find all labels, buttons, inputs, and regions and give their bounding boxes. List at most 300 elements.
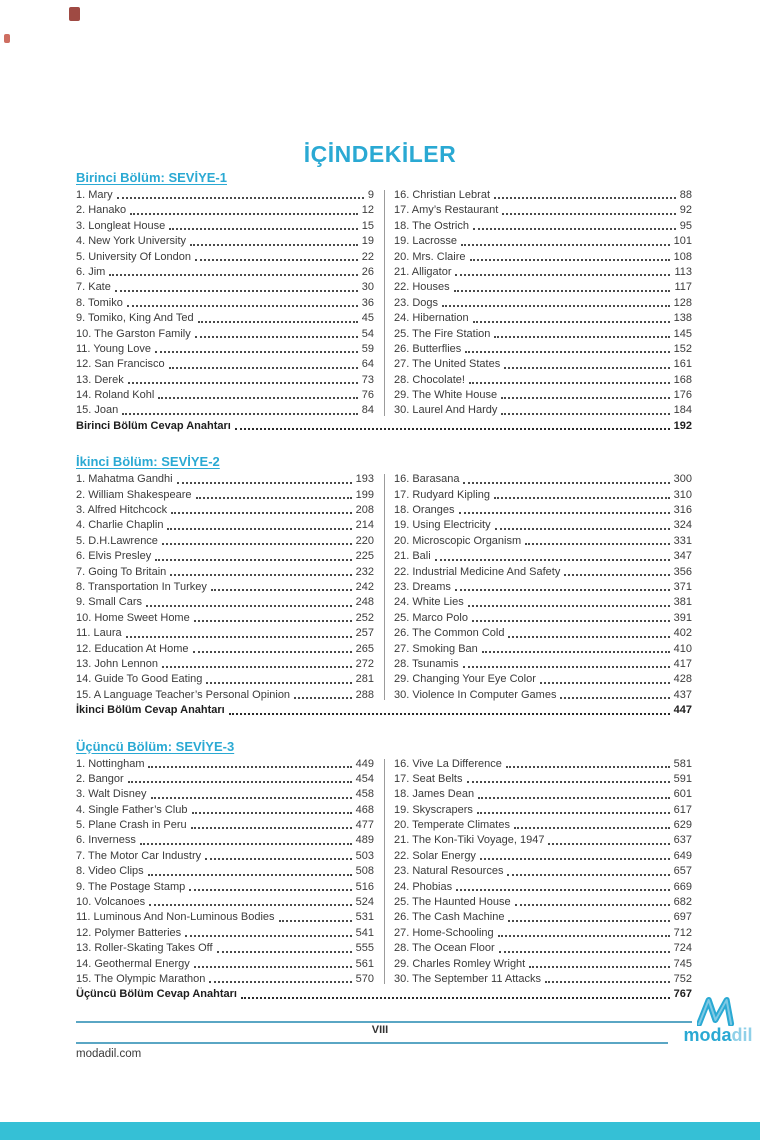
toc-entry [394, 188, 692, 203]
toc-entry-title: 8. Tomiko [76, 296, 123, 309]
dot-leader [482, 651, 670, 653]
toc-entry-title: 14. Geothermal Energy [76, 957, 190, 970]
toc-entry-page: 669 [673, 880, 692, 893]
toc-section [76, 454, 692, 718]
toc-entry-page: 59 [361, 342, 374, 355]
toc-column-left [76, 188, 374, 419]
dot-leader [117, 197, 364, 199]
toc-entry [394, 311, 692, 326]
toc-column-right [394, 472, 692, 703]
toc-entry-page: 26 [361, 265, 374, 278]
toc-entry-page: 601 [673, 788, 692, 801]
toc-entry-title: 29. The White House [394, 389, 498, 402]
toc-entry-title: 12. Education At Home [76, 642, 189, 655]
toc-entry-page: 581 [673, 757, 692, 770]
dot-leader [495, 528, 670, 530]
dot-leader [564, 574, 669, 576]
toc-column-right [394, 757, 692, 988]
toc-entry-page: 410 [673, 642, 692, 655]
toc-entry-page: 697 [673, 911, 692, 924]
toc-entry-title: 2. Bangor [76, 772, 124, 785]
toc-entry-page: 22 [361, 250, 374, 263]
toc-entry-page: 310 [673, 488, 692, 501]
answer-key-page: 192 [673, 419, 692, 432]
dot-leader [508, 920, 669, 922]
dot-leader [502, 213, 675, 215]
toc-entry-title: 18. Oranges [394, 504, 455, 517]
dot-leader [170, 574, 351, 576]
dot-leader [465, 351, 669, 353]
toc-entry-page: 184 [673, 404, 692, 417]
dot-leader [211, 589, 352, 591]
toc-entry [394, 803, 692, 818]
toc-entry [394, 833, 692, 848]
toc-entry [76, 280, 374, 295]
toc-entry-page: 272 [355, 657, 374, 670]
toc-entry-title: 24. Hibernation [394, 312, 469, 325]
dot-leader [217, 951, 352, 953]
toc-entry-title: 22. Solar Energy [394, 849, 476, 862]
toc-entry [76, 580, 374, 595]
toc-entry-page: 161 [673, 358, 692, 371]
dot-leader [194, 966, 352, 968]
toc-entry [394, 373, 692, 388]
toc-entry [394, 580, 692, 595]
toc-entry [394, 757, 692, 772]
toc-section [76, 739, 692, 1003]
toc-entry [76, 910, 374, 925]
toc-entry-title: 15. The Olympic Marathon [76, 972, 206, 985]
dot-leader [155, 559, 351, 561]
toc-entry [394, 503, 692, 518]
dot-leader [146, 605, 352, 607]
toc-entry [76, 688, 374, 703]
answer-key-label: Birinci Bölüm Cevap Anahtarı [76, 419, 231, 432]
dot-leader [498, 935, 670, 937]
toc-entry [394, 910, 692, 925]
toc-entry [394, 626, 692, 641]
toc-entry-title: 29. Changing Your Eye Color [394, 673, 536, 686]
footer-rule-top [76, 1021, 692, 1023]
toc-entry-page: 220 [355, 534, 374, 547]
toc-entry-title: 15. A Language Teacher’s Personal Opinion [76, 688, 291, 701]
toc-entry-title: 4. New York University [76, 235, 187, 248]
toc-entry-page: 199 [355, 488, 374, 501]
toc-entry [76, 472, 374, 487]
toc-entry-title: 6. Inverness [76, 834, 136, 847]
toc-entry-title: 30. Laurel And Hardy [394, 404, 498, 417]
toc-entry [394, 895, 692, 910]
toc-entry-title: 18. The Ostrich [394, 219, 469, 232]
toc-entry-title: 16. Vive La Difference [394, 757, 502, 770]
toc-entry-title: 7. Kate [76, 281, 111, 294]
toc-entry-page: 541 [355, 926, 374, 939]
dot-leader [206, 682, 351, 684]
toc-entry-page: 516 [355, 880, 374, 893]
toc-entry-title: 10. Home Sweet Home [76, 611, 190, 624]
toc-entry [76, 188, 374, 203]
dot-leader [472, 620, 670, 622]
answer-key-row [76, 987, 692, 1002]
dot-leader [130, 213, 358, 215]
dot-leader [501, 397, 670, 399]
toc-entry-page: 356 [673, 565, 692, 578]
toc-entry-page: 324 [673, 519, 692, 532]
dot-leader [463, 666, 670, 668]
toc-entry-page: 402 [673, 627, 692, 640]
dot-leader [209, 981, 351, 983]
section-heading: Üçüncü Bölüm: SEVİYE-3 [76, 738, 235, 754]
dot-leader [560, 697, 669, 699]
bottom-accent-bar [0, 1122, 760, 1140]
dot-leader [508, 636, 669, 638]
toc-entry-page: 88 [679, 189, 692, 201]
toc-entry [76, 342, 374, 357]
toc-entry [394, 642, 692, 657]
column-divider [384, 190, 385, 416]
toc-entry [76, 219, 374, 234]
toc-entry [76, 203, 374, 218]
toc-entry-page: 252 [355, 611, 374, 624]
toc-entry-title: 9. Tomiko, King And Ted [76, 312, 194, 325]
toc-entry-title: 8. Transportation In Turkey [76, 580, 207, 593]
toc-entry-title: 24. White Lies [394, 596, 464, 609]
toc-entry-title: 13. Roller-Skating Takes Off [76, 942, 213, 955]
dot-leader [480, 858, 670, 860]
toc-entry [76, 250, 374, 265]
toc-entry [76, 234, 374, 249]
toc-entry-page: 347 [673, 550, 692, 563]
dot-leader [455, 274, 670, 276]
toc-entry-page: 145 [673, 327, 692, 340]
toc-entry-page: 570 [355, 972, 374, 985]
toc-entry-title: 26. The Common Cold [394, 627, 505, 640]
dot-leader [229, 713, 670, 715]
toc-entry-page: 193 [355, 473, 374, 486]
dot-leader [470, 259, 670, 261]
dot-leader [126, 636, 352, 638]
toc-entry-title: 11. Young Love [76, 342, 152, 355]
dot-leader [151, 797, 352, 799]
toc-entry [394, 565, 692, 580]
toc-entry-title: 17. Rudyard Kipling [394, 488, 491, 501]
toc-entry-page: 489 [355, 834, 374, 847]
dot-leader [148, 766, 351, 768]
toc-entry-page: 152 [673, 342, 692, 355]
dot-leader [467, 781, 670, 783]
modadil-logo-word [676, 1026, 760, 1044]
toc-entry-page: 417 [673, 657, 692, 670]
toc-entry-title: 1. Nottingham [76, 757, 145, 770]
toc-entry-page: 95 [679, 219, 692, 232]
dot-leader [545, 981, 670, 983]
footer-rule-bottom [76, 1042, 668, 1044]
dot-leader [158, 397, 357, 399]
toc-entry [394, 342, 692, 357]
section-heading: Birinci Bölüm: SEVİYE-1 [76, 170, 227, 185]
toc-entry-title: 28. The Ocean Floor [394, 942, 495, 955]
toc-entry-title: 13. Derek [76, 373, 124, 386]
toc-entry-title: 25. The Haunted House [394, 896, 511, 909]
toc-entry [76, 388, 374, 403]
toc-entry [76, 311, 374, 326]
toc-entry-page: 138 [673, 312, 692, 325]
toc-entry-title: 16. Christian Lebrat [394, 189, 490, 201]
dot-leader [115, 290, 358, 292]
toc-entry [394, 234, 692, 249]
toc-entry [394, 488, 692, 503]
answer-key-row [76, 419, 692, 434]
toc-entry-title: 21. Alligator [394, 265, 452, 278]
toc-entry-title: 28. Tsunamis [394, 657, 459, 670]
toc-entry-page: 617 [673, 803, 692, 816]
toc-entry [76, 672, 374, 687]
toc-entry-title: 2. Hanako [76, 204, 127, 217]
toc-entry [394, 403, 692, 418]
logo-word-primary: moda [683, 1025, 732, 1045]
dot-leader [189, 889, 351, 891]
dot-leader [128, 781, 352, 783]
dot-leader [193, 651, 352, 653]
toc-entry-page: 208 [355, 504, 374, 517]
dot-leader [469, 382, 670, 384]
toc-entry-title: 14. Roland Kohl [76, 389, 155, 402]
toc-entry [394, 926, 692, 941]
toc-entry-title: 5. University Of London [76, 250, 191, 263]
toc-entry-title: 14. Guide To Good Eating [76, 673, 203, 686]
folio-page-number: VIII [371, 1024, 389, 1036]
page-title: İÇİNDEKİLER [303, 141, 457, 167]
dot-leader [501, 413, 669, 415]
toc-entry-title: 21. Bali [394, 550, 431, 563]
dot-leader [494, 497, 670, 499]
toc-entry [76, 357, 374, 372]
toc-entry-title: 10. Volcanoes [76, 896, 146, 909]
toc-entry-page: 477 [355, 819, 374, 832]
toc-entry [76, 595, 374, 610]
dot-leader [149, 904, 352, 906]
toc-entry-title: 27. Home-Schooling [394, 926, 494, 939]
toc-entry-title: 20. Temperate Climates [394, 819, 510, 832]
toc-entry [76, 565, 374, 580]
toc-entry-page: 214 [355, 519, 374, 532]
toc-columns [76, 188, 692, 419]
toc-entry [394, 265, 692, 280]
toc-entry-page: 712 [673, 926, 692, 939]
toc-entry-page: 561 [355, 957, 374, 970]
toc-entry-title: 13. John Lennon [76, 657, 158, 670]
toc-entry [76, 611, 374, 626]
toc-entry-page: 682 [673, 896, 692, 909]
toc-entry-title: 19. Using Electricity [394, 519, 491, 532]
toc-entry-title: 11. Luminous And Non-Luminous Bodies [76, 911, 275, 924]
toc-entry-page: 19 [361, 235, 374, 248]
dot-leader [504, 367, 669, 369]
toc-entry [394, 250, 692, 265]
toc-entry-page: 232 [355, 565, 374, 578]
toc-entry-title: 24. Phobias [394, 880, 453, 893]
toc-entry-title: 2. William Shakespeare [76, 488, 192, 501]
toc-entry [76, 403, 374, 418]
toc-entry-page: 101 [673, 235, 692, 248]
toc-entry-page: 531 [355, 911, 374, 924]
toc-column-right [394, 188, 692, 419]
toc-entry [76, 265, 374, 280]
toc-entry-title: 22. Industrial Medicine And Safety [394, 565, 561, 578]
dot-leader [435, 559, 670, 561]
toc-entry-title: 7. The Motor Car Industry [76, 849, 202, 862]
dot-leader [198, 321, 358, 323]
toc-entry [76, 534, 374, 549]
toc-entry [394, 357, 692, 372]
toc-entry-title: 27. Smoking Ban [394, 642, 478, 655]
dot-leader [548, 843, 669, 845]
dot-leader [205, 858, 352, 860]
toc-entry-title: 9. The Postage Stamp [76, 880, 186, 893]
toc-entry [394, 657, 692, 672]
toc-entry-page: 108 [673, 250, 692, 263]
toc-entry-title: 15. Joan [76, 404, 119, 417]
toc-entry-title: 30. The September 11 Attacks [394, 972, 541, 985]
toc-entry [394, 688, 692, 703]
answer-key-page: 447 [673, 704, 692, 717]
toc-entry-title: 19. Skyscrapers [394, 803, 473, 816]
dot-leader [506, 766, 670, 768]
toc-entry [394, 219, 692, 234]
dot-leader [455, 589, 670, 591]
website-url: modadil.com [76, 1048, 142, 1060]
dot-leader [162, 666, 352, 668]
toc-entry [394, 472, 692, 487]
toc-entry-page: 288 [355, 688, 374, 701]
toc-entry-title: 12. Polymer Batteries [76, 926, 182, 939]
toc-entry-page: 242 [355, 580, 374, 593]
toc-entry-page: 117 [674, 281, 692, 294]
dot-leader [155, 351, 358, 353]
toc-entry [394, 203, 692, 218]
toc-entry [76, 518, 374, 533]
toc-entry-page: 64 [361, 358, 374, 371]
toc-entry [76, 772, 374, 787]
toc-entry-page: 657 [673, 865, 692, 878]
toc-entry-page: 176 [673, 389, 692, 402]
dot-leader [529, 966, 669, 968]
toc-entry [76, 488, 374, 503]
answer-key-label: İkinci Bölüm Cevap Anahtarı [76, 704, 225, 717]
dot-leader [140, 843, 352, 845]
dot-leader [241, 997, 670, 999]
dot-leader [191, 827, 352, 829]
dot-leader [196, 497, 352, 499]
toc-entry-page: 524 [355, 896, 374, 909]
dot-leader [109, 274, 357, 276]
toc-entry [76, 327, 374, 342]
toc-entry-page: 752 [673, 972, 692, 985]
toc-entry [394, 941, 692, 956]
toc-entry-page: 724 [673, 942, 692, 955]
toc-entry-page: 257 [355, 627, 374, 640]
dot-leader [494, 197, 676, 199]
toc-entry-page: 248 [355, 596, 374, 609]
toc-entry-title: 10. The Garston Family [76, 327, 191, 340]
dot-leader [194, 620, 352, 622]
toc-entry-title: 19. Lacrosse [394, 235, 457, 248]
toc-entry-page: 15 [361, 219, 374, 232]
toc-entry-title: 1. Mary [76, 189, 113, 201]
toc-entry-title: 22. Houses [394, 281, 450, 294]
toc-entry-title: 28. Chocolate! [394, 373, 465, 386]
dot-leader [128, 382, 358, 384]
toc-entry [76, 941, 374, 956]
toc-entry-title: 5. D.H.Lawrence [76, 534, 158, 547]
dot-leader [171, 512, 352, 514]
toc-entry-title: 21. The Kon-Tiki Voyage, 1947 [394, 834, 545, 847]
toc-entry-page: 225 [355, 550, 374, 563]
dot-leader [169, 367, 358, 369]
toc-entry-page: 12 [361, 204, 374, 217]
toc-entry-title: 9. Small Cars [76, 596, 143, 609]
toc-entry [394, 611, 692, 626]
toc-entry-page: 281 [355, 673, 374, 686]
toc-entry-page: 300 [673, 473, 692, 486]
toc-entry-title: 4. Charlie Chaplin [76, 519, 164, 532]
toc-entry-page: 391 [673, 611, 692, 624]
toc-entry [76, 957, 374, 972]
dot-leader [127, 305, 358, 307]
toc-entry [76, 895, 374, 910]
scan-artifact-mark [69, 7, 80, 21]
answer-key-label: Üçüncü Bölüm Cevap Anahtarı [76, 988, 237, 1001]
toc-entry-page: 331 [673, 534, 692, 547]
toc-entry-page: 9 [367, 189, 374, 201]
toc-entry-title: 11. Laura [76, 627, 122, 640]
dot-leader [122, 413, 358, 415]
dot-leader [515, 904, 670, 906]
toc-entry [394, 327, 692, 342]
dot-leader [454, 290, 671, 292]
toc-section [76, 170, 692, 434]
toc-entry-page: 265 [355, 642, 374, 655]
toc-entry [76, 787, 374, 802]
dot-leader [169, 228, 357, 230]
toc-entry-page: 745 [673, 957, 692, 970]
toc-entry-title: 6. Elvis Presley [76, 550, 152, 563]
toc-entry-page: 73 [361, 373, 374, 386]
toc-entry [76, 803, 374, 818]
toc-entry-title: 26. Butterflies [394, 342, 462, 355]
toc-entry [394, 787, 692, 802]
toc-columns [76, 757, 692, 988]
dot-leader [456, 889, 670, 891]
toc-entry [76, 657, 374, 672]
dot-leader [195, 259, 358, 261]
dot-leader [507, 874, 669, 876]
answer-key-row [76, 703, 692, 718]
dot-leader [461, 244, 670, 246]
toc-entry-page: 508 [355, 865, 374, 878]
toc-entry [394, 849, 692, 864]
toc-entry-page: 454 [355, 772, 374, 785]
toc-entry [76, 818, 374, 833]
scan-artifact-mark [4, 34, 10, 43]
toc-entry-page: 591 [673, 772, 692, 785]
toc-entry-title: 25. The Fire Station [394, 327, 491, 340]
dot-leader [540, 682, 670, 684]
toc-entry-page: 428 [673, 673, 692, 686]
dot-leader [185, 935, 351, 937]
toc-column-left [76, 757, 374, 988]
column-divider [384, 759, 385, 985]
